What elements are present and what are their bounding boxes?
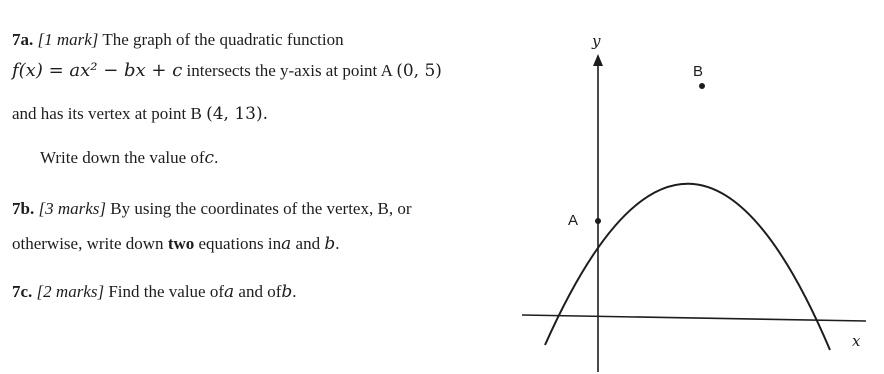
- q7a-prompt: Write down the value of: [40, 148, 205, 167]
- q7a-text1: The graph of the quadratic function: [102, 30, 344, 49]
- y-axis-label: y: [592, 32, 601, 50]
- point-b-dot: [699, 83, 705, 89]
- q7b-text2c: equations in: [198, 234, 282, 253]
- q7a-text2: intersects the y-axis at point A: [186, 61, 392, 80]
- q7b-two: two: [167, 234, 195, 253]
- x-axis-label: x: [852, 332, 861, 350]
- q7c-var-a: a: [224, 282, 235, 302]
- q7b-var-b: b: [324, 234, 336, 254]
- q7a-var-c: c: [204, 148, 215, 168]
- q7c-and: and of: [238, 282, 282, 301]
- q7a-end: .: [214, 148, 219, 167]
- q7c-text1: Find the value of: [108, 282, 225, 301]
- q7b-var-a: a: [281, 234, 292, 254]
- q7a-point-a: (0, 5): [396, 61, 442, 81]
- q7c-var-b: b: [281, 282, 293, 302]
- q7a-label: 7a.: [12, 30, 34, 49]
- q7c-label: 7c.: [12, 282, 33, 301]
- q7b-label: 7b.: [12, 199, 35, 218]
- q7b-end: .: [335, 234, 340, 253]
- q7a-point-b: (4, 13).: [206, 104, 268, 124]
- q7a-text3: and has its vertex at point B: [12, 104, 202, 123]
- y-axis-arrowhead: [593, 54, 603, 66]
- point-a-label: A: [568, 212, 579, 229]
- q7b-marks: [3 marks]: [38, 199, 107, 218]
- q7b-and: and: [295, 234, 321, 253]
- q7a-function: f(x) = ax² − bx + c: [12, 60, 183, 81]
- q7a-marks: [1 mark]: [37, 30, 99, 49]
- q7b-text2a: otherwise, write down: [12, 234, 164, 253]
- q7c-end: .: [292, 282, 297, 301]
- point-a-dot: [595, 218, 601, 224]
- parabola-curve: [545, 184, 830, 350]
- point-b-label: B: [693, 63, 704, 80]
- q7b-text1: By using the coordinates of the vertex, B, or: [110, 199, 412, 218]
- q7c-marks: [2 marks]: [36, 282, 105, 301]
